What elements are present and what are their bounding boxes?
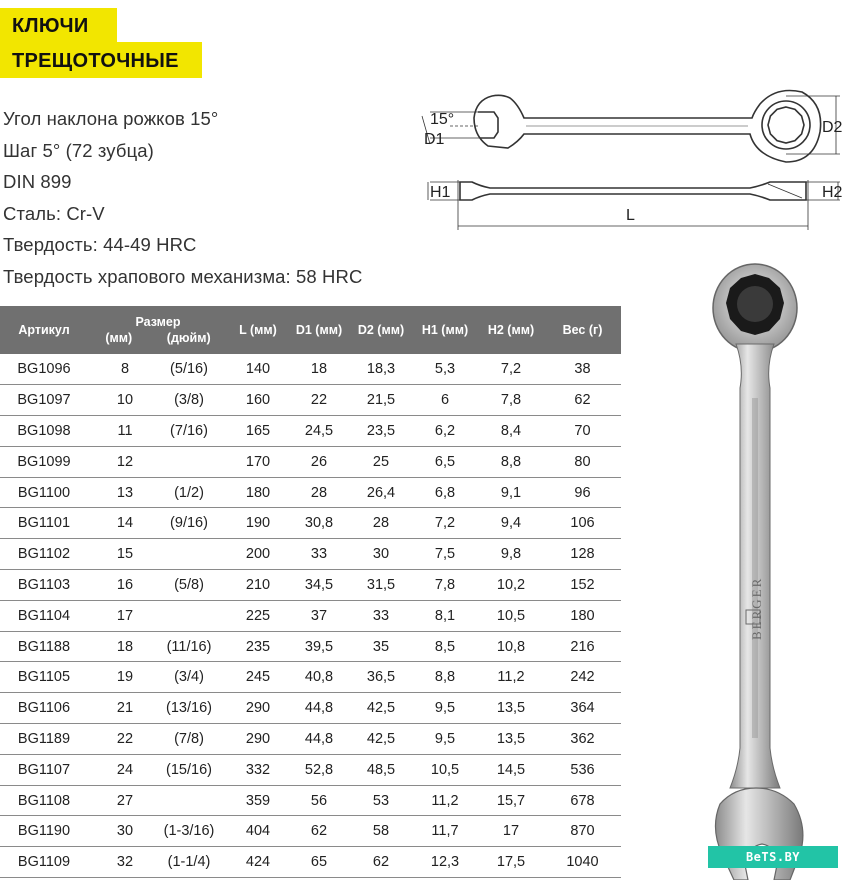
th-size (88, 306, 228, 354)
cell-weight: 870 (544, 816, 621, 847)
cell-weight: 678 (544, 785, 621, 816)
cell-d2: 28 (350, 508, 412, 539)
cell-l: 180 (228, 477, 288, 508)
cell-l: 210 (228, 570, 288, 601)
cell-l: 235 (228, 631, 288, 662)
cell-size-mm: 12 (116, 453, 134, 470)
spec-hardness: Твердость: 44-49 HRC (3, 234, 197, 255)
cell-size-inch (150, 546, 228, 562)
cell-size-inch: (1-3/16) (163, 823, 215, 840)
label-d2: D2 (822, 119, 843, 136)
cell-h2: 9,8 (478, 539, 544, 570)
cell-weight: 70 (544, 416, 621, 447)
table-row (0, 385, 621, 416)
spec-table (0, 306, 621, 878)
cell-article: BG1101 (0, 508, 88, 539)
watermark: BeTS.BY (708, 846, 838, 868)
cell-d2: 18,3 (350, 354, 412, 385)
cell-size-inch: (11/16) (166, 638, 212, 655)
cell-h2: 14,5 (478, 754, 544, 785)
cell-weight: 38 (544, 354, 621, 385)
cell-size-mm: 21 (116, 700, 134, 717)
ring-twelve-point (768, 107, 804, 143)
cell-h1: 10,5 (412, 754, 478, 785)
cell-d1: 22 (288, 385, 350, 416)
spec-angle: Угол наклона рожков 15° (3, 108, 219, 129)
cell-weight: 180 (544, 600, 621, 631)
cell-size-inch: (7/8) (174, 730, 204, 747)
cell-size-inch: (15/16) (166, 761, 212, 778)
spec-ratchet-hardness: Твердость храпового механизма: 58 HRC (3, 265, 363, 287)
cell-d1: 33 (288, 539, 350, 570)
cell-l: 290 (228, 724, 288, 755)
th-article: Артикул (0, 306, 88, 354)
cell-article: BG1190 (0, 816, 88, 847)
cell-l: 424 (228, 847, 288, 878)
cell-article: BG1103 (0, 570, 88, 601)
cell-size-inch (150, 608, 228, 624)
cell-size (88, 477, 228, 508)
table-row (0, 539, 621, 570)
cell-h2: 13,5 (478, 724, 544, 755)
cell-d1: 40,8 (288, 662, 350, 693)
wrench-diagram (410, 82, 856, 242)
cell-d1: 30,8 (288, 508, 350, 539)
table-body (0, 354, 621, 878)
cell-article: BG1098 (0, 416, 88, 447)
cell-size-mm: 14 (116, 515, 134, 532)
cell-size-mm: 8 (120, 361, 130, 378)
cell-size-mm: 15 (116, 546, 134, 563)
cell-l: 200 (228, 539, 288, 570)
cell-article: BG1097 (0, 385, 88, 416)
table-row (0, 847, 621, 878)
cell-l: 225 (228, 600, 288, 631)
cell-l: 190 (228, 508, 288, 539)
cell-size-mm: 30 (116, 823, 134, 840)
title-line-2: ТРЕЩОТОЧНЫЕ (0, 42, 202, 78)
cell-article: BG1108 (0, 785, 88, 816)
cell-h2: 10,8 (478, 631, 544, 662)
cell-h2: 13,5 (478, 693, 544, 724)
cell-d1: 65 (288, 847, 350, 878)
cell-h2: 11,2 (478, 662, 544, 693)
ring-outer (762, 101, 810, 149)
cell-h1: 12,3 (412, 847, 478, 878)
cell-size-inch: (5/16) (170, 361, 208, 378)
th-d1: D1 (мм) (288, 306, 350, 354)
cell-weight: 152 (544, 570, 621, 601)
cell-h1: 8,5 (412, 631, 478, 662)
cell-d2: 36,5 (350, 662, 412, 693)
cell-d2: 25 (350, 446, 412, 477)
cell-size (88, 724, 228, 755)
cell-weight: 80 (544, 446, 621, 477)
cell-size (88, 754, 228, 785)
th-size-mm: (мм) (105, 331, 133, 345)
cell-h1: 7,5 (412, 539, 478, 570)
table-row (0, 785, 621, 816)
table-row (0, 816, 621, 847)
cell-d2: 23,5 (350, 416, 412, 447)
cell-size-mm: 13 (116, 484, 134, 501)
cell-size-inch: (13/16) (166, 700, 212, 717)
cell-size-inch: (1-1/4) (167, 854, 211, 871)
cell-size (88, 816, 228, 847)
cell-l: 165 (228, 416, 288, 447)
cell-size-mm: 22 (116, 730, 134, 747)
cell-d1: 26 (288, 446, 350, 477)
label-h2: H2 (822, 184, 843, 201)
cell-article: BG1106 (0, 693, 88, 724)
cell-d1: 44,8 (288, 693, 350, 724)
cell-d2: 33 (350, 600, 412, 631)
cell-size-inch: (1/2) (174, 484, 204, 501)
th-h2: H2 (мм) (478, 306, 544, 354)
cell-weight: 364 (544, 693, 621, 724)
cell-l: 170 (228, 446, 288, 477)
cell-l: 332 (228, 754, 288, 785)
title-line-1: КЛЮЧИ (0, 8, 117, 42)
cell-d2: 26,4 (350, 477, 412, 508)
label-l: L (626, 207, 635, 224)
th-size-inch: (дюйм) (166, 331, 211, 345)
cell-size (88, 416, 228, 447)
cell-d1: 56 (288, 785, 350, 816)
cell-h1: 6,5 (412, 446, 478, 477)
cell-d2: 42,5 (350, 693, 412, 724)
cell-h1: 11,7 (412, 816, 478, 847)
table-row (0, 354, 621, 385)
cell-h1: 7,2 (412, 508, 478, 539)
cell-h1: 11,2 (412, 785, 478, 816)
cell-d2: 30 (350, 539, 412, 570)
cell-size (88, 385, 228, 416)
wrench-jaw-outline (478, 112, 498, 138)
spec-standard: DIN 899 (3, 171, 72, 192)
cell-d1: 52,8 (288, 754, 350, 785)
cell-l: 140 (228, 354, 288, 385)
cell-d1: 34,5 (288, 570, 350, 601)
cell-size (88, 631, 228, 662)
cell-size-mm: 19 (116, 669, 134, 686)
cell-size (88, 539, 228, 570)
cell-h2: 7,2 (478, 354, 544, 385)
cell-size (88, 600, 228, 631)
cell-article: BG1104 (0, 600, 88, 631)
cell-weight: 96 (544, 477, 621, 508)
cell-h1: 8,1 (412, 600, 478, 631)
cell-size (88, 570, 228, 601)
cell-size-inch: (5/8) (174, 576, 204, 593)
th-h1: H1 (мм) (412, 306, 478, 354)
wrench-photo (700, 248, 856, 880)
cell-d2: 31,5 (350, 570, 412, 601)
table-row (0, 416, 621, 447)
cell-size-mm: 18 (116, 638, 134, 655)
cell-d2: 35 (350, 631, 412, 662)
cell-h1: 6 (412, 385, 478, 416)
cell-h1: 9,5 (412, 693, 478, 724)
cell-size-mm: 17 (116, 607, 134, 624)
cell-article: BG1109 (0, 847, 88, 878)
spec-step: Шаг 5° (72 зубца) (3, 139, 154, 161)
table-row (0, 570, 621, 601)
cell-l: 404 (228, 816, 288, 847)
cell-d1: 28 (288, 477, 350, 508)
cell-weight: 1040 (544, 847, 621, 878)
cell-weight: 242 (544, 662, 621, 693)
cell-size (88, 785, 228, 816)
cell-d2: 58 (350, 816, 412, 847)
table-row (0, 600, 621, 631)
cell-h2: 9,1 (478, 477, 544, 508)
cell-article: BG1189 (0, 724, 88, 755)
cell-size (88, 508, 228, 539)
cell-size-inch (150, 793, 228, 809)
cell-h2: 9,4 (478, 508, 544, 539)
table-row (0, 631, 621, 662)
cell-weight: 536 (544, 754, 621, 785)
cell-weight: 216 (544, 631, 621, 662)
cell-article: BG1102 (0, 539, 88, 570)
cell-weight: 62 (544, 385, 621, 416)
table-row (0, 693, 621, 724)
cell-size (88, 354, 228, 385)
cell-d2: 53 (350, 785, 412, 816)
cell-size (88, 847, 228, 878)
cell-d1: 18 (288, 354, 350, 385)
cell-d1: 44,8 (288, 724, 350, 755)
th-size-label: Размер (135, 315, 181, 329)
cell-size-mm: 32 (116, 854, 134, 871)
cell-d1: 37 (288, 600, 350, 631)
cell-h2: 10,5 (478, 600, 544, 631)
cell-d1: 39,5 (288, 631, 350, 662)
spec-steel: Сталь: Cr-V (3, 202, 105, 224)
label-angle: 15° (430, 111, 455, 128)
spec-list (3, 103, 362, 292)
cell-size-inch: (3/8) (174, 392, 204, 409)
cell-l: 359 (228, 785, 288, 816)
cell-article: BG1105 (0, 662, 88, 693)
cell-h2: 15,7 (478, 785, 544, 816)
cell-d1: 62 (288, 816, 350, 847)
cell-size-mm: 27 (116, 792, 134, 809)
cell-h2: 8,4 (478, 416, 544, 447)
cell-h2: 10,2 (478, 570, 544, 601)
table-row (0, 724, 621, 755)
cell-size-inch (150, 454, 228, 470)
cell-h1: 5,3 (412, 354, 478, 385)
cell-article: BG1096 (0, 354, 88, 385)
cell-h1: 6,8 (412, 477, 478, 508)
cell-d1: 24,5 (288, 416, 350, 447)
cell-d2: 42,5 (350, 724, 412, 755)
cell-size (88, 662, 228, 693)
cell-article: BG1099 (0, 446, 88, 477)
label-d1: D1 (424, 131, 445, 148)
cell-weight: 106 (544, 508, 621, 539)
cell-weight: 128 (544, 539, 621, 570)
th-l: L (мм) (228, 306, 288, 354)
cell-size-mm: 16 (116, 576, 134, 593)
cell-h1: 7,8 (412, 570, 478, 601)
cell-article: BG1188 (0, 631, 88, 662)
cell-h2: 17,5 (478, 847, 544, 878)
cell-size (88, 446, 228, 477)
cell-h1: 8,8 (412, 662, 478, 693)
cell-size-inch: (7/16) (170, 422, 208, 439)
cell-h1: 6,2 (412, 416, 478, 447)
cell-d2: 48,5 (350, 754, 412, 785)
table-header-row (0, 306, 621, 354)
cell-d2: 62 (350, 847, 412, 878)
cell-size-mm: 11 (117, 422, 133, 439)
cell-weight: 362 (544, 724, 621, 755)
th-d2: D2 (мм) (350, 306, 412, 354)
cell-size-mm: 10 (116, 392, 134, 409)
cell-l: 160 (228, 385, 288, 416)
cell-size (88, 693, 228, 724)
cell-h1: 9,5 (412, 724, 478, 755)
cell-h2: 8,8 (478, 446, 544, 477)
cell-h2: 7,8 (478, 385, 544, 416)
table-row (0, 477, 621, 508)
table-row (0, 662, 621, 693)
cell-h2: 17 (478, 816, 544, 847)
brand-engraving: BERGER (749, 576, 764, 640)
cell-l: 245 (228, 662, 288, 693)
table-row (0, 508, 621, 539)
cell-size-inch: (9/16) (170, 515, 208, 532)
table-row (0, 446, 621, 477)
cell-article: BG1107 (0, 754, 88, 785)
cell-size-inch: (3/4) (174, 669, 204, 686)
label-h1: H1 (430, 184, 451, 201)
th-weight: Вес (г) (544, 306, 621, 354)
cell-article: BG1100 (0, 477, 88, 508)
cell-size-mm: 24 (116, 761, 134, 778)
cell-d2: 21,5 (350, 385, 412, 416)
cell-l: 290 (228, 693, 288, 724)
table-row (0, 754, 621, 785)
wrench-side-outline (460, 182, 806, 200)
